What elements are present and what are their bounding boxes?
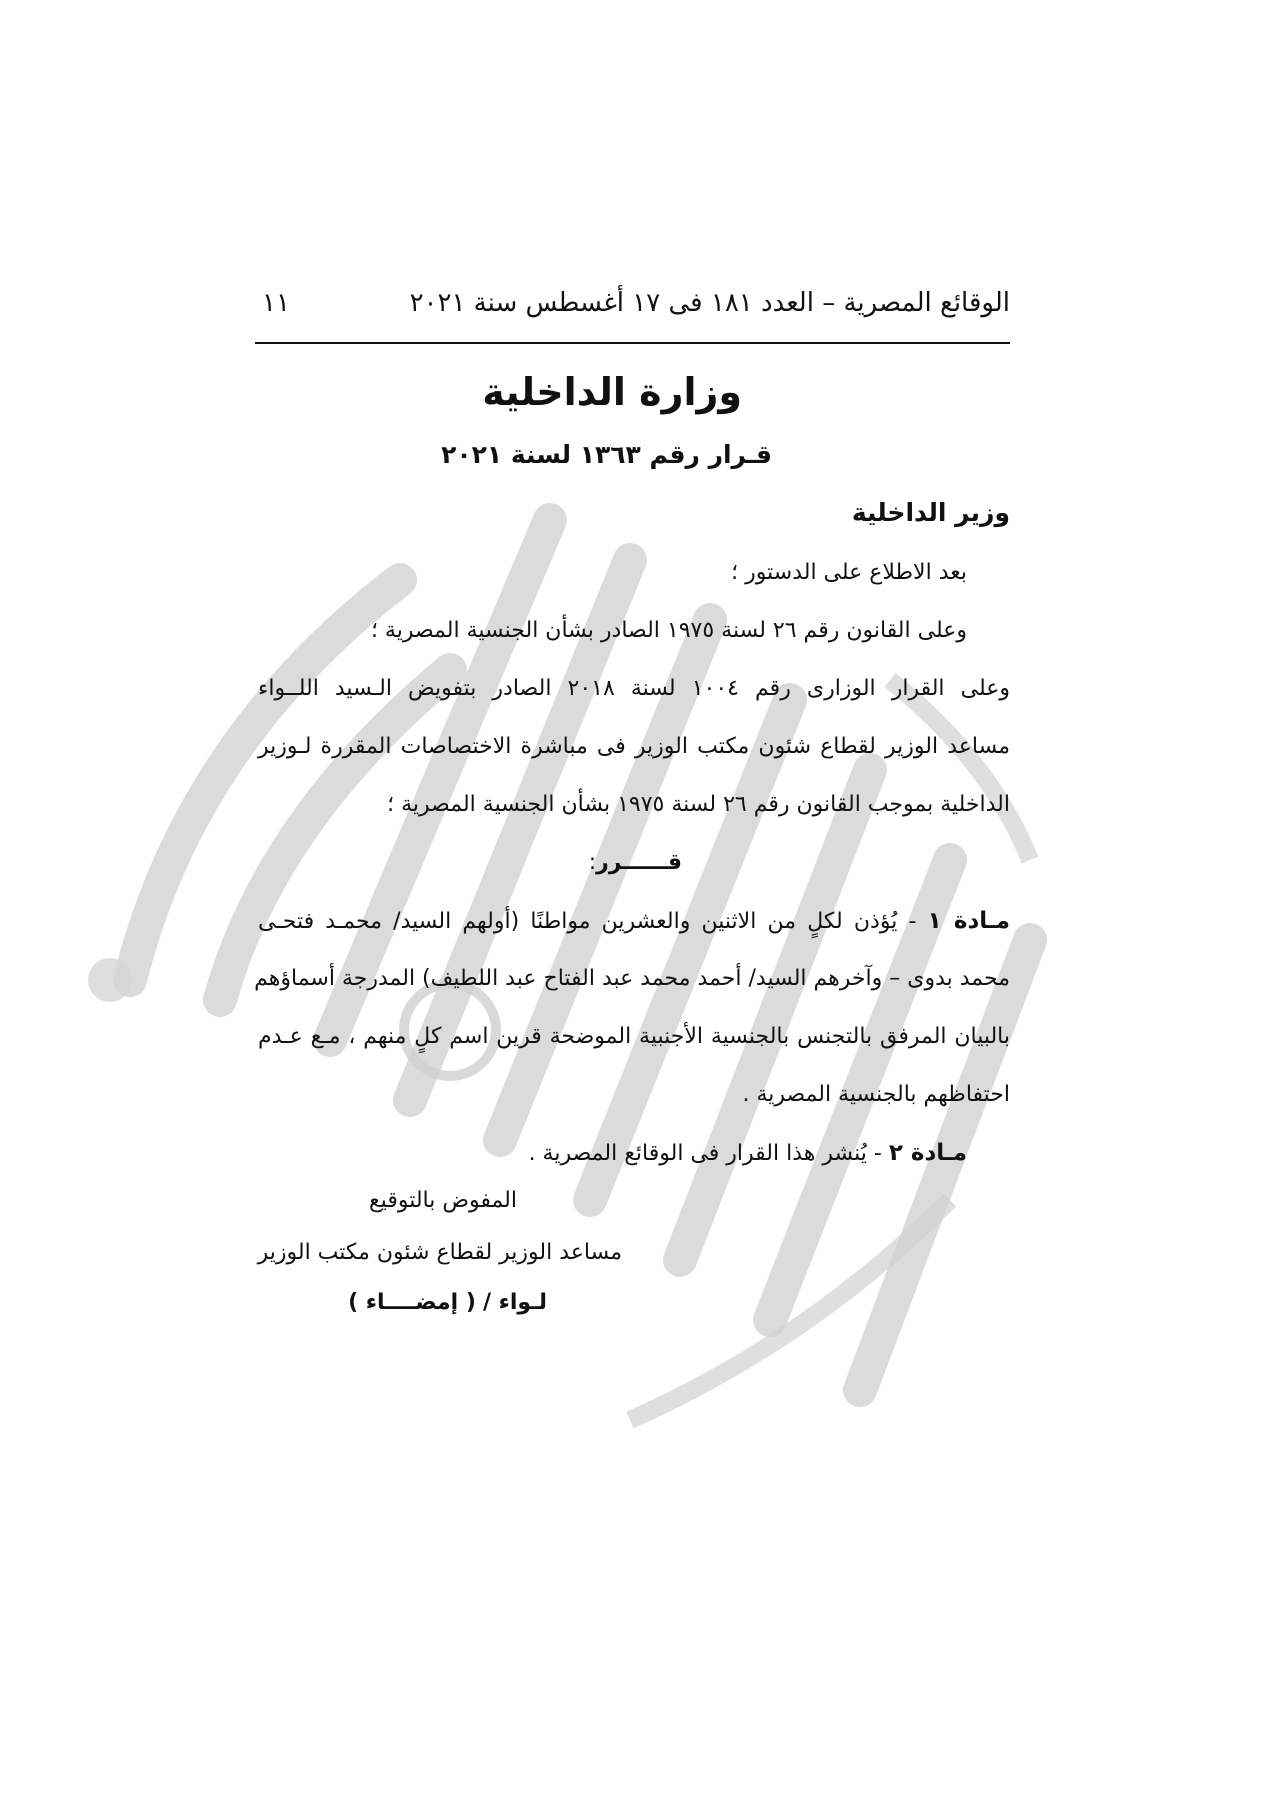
article-1-line-3: بالبيان المرفق بالتجنس بالجنسية الأجنبية الموضحة قرين اسم كلٍ منهم ، مـع عـدم xyxy=(258,1024,1010,1049)
article-1-line-1 xyxy=(258,908,1010,934)
ministry-title: وزارة الداخلية xyxy=(482,370,742,414)
preamble-line-2: وعلى القانون رقم ٢٦ لسنة ١٩٧٥ الصادر بشأن الجنسية المصرية ؛ xyxy=(370,618,967,643)
preamble-line-5: الداخلية بموجب القانون رقم ٢٦ لسنة ١٩٧٥ بشأن الجنسية المصرية ؛ xyxy=(387,792,1010,817)
decides-heading xyxy=(589,850,682,875)
signature-line-2: مساعد الوزير لقطاع شئون مكتب الوزير xyxy=(257,1240,622,1265)
page-number: ١١ xyxy=(262,288,290,318)
signature-line-1: المفوض بالتوقيع xyxy=(368,1188,517,1213)
article-1-line-4: احتفاظهم بالجنسية المصرية . xyxy=(742,1082,1010,1107)
article-1-text-1: - يُؤذن لكلٍ من الاثنين والعشرين مواطنًا (أولهم السيد/ محمـد فتحـى xyxy=(258,909,917,934)
article-2-text: - يُنشر هذا القرار فى الوقائع المصرية . xyxy=(528,1141,882,1166)
article-1-line-2: محمد بدوى – وآخرهم السيد/ أحمد محمد عبد الفتاح عبد اللطيف) المدرجة أسماؤهم xyxy=(254,966,1010,991)
header-divider xyxy=(255,342,1010,344)
header-text: الوقائع المصرية – العدد ١٨١ فى ١٧ أغسطس سنة ٢٠٢١ xyxy=(409,288,1010,318)
signature-signed: ( إمضــــاء ) xyxy=(348,1290,476,1315)
article-2 xyxy=(529,1140,967,1166)
signature-line-3 xyxy=(348,1290,547,1315)
decides-word: قــــــرر xyxy=(596,850,682,875)
decree-title: قـرار رقم ١٣٦٣ لسنة ٢٠٢١ xyxy=(441,440,772,469)
preamble-line-1: بعد الاطلاع على الدستور ؛ xyxy=(731,560,967,585)
preamble-line-3: وعلى القرار الوزارى رقم ١٠٠٤ لسنة ٢٠١٨ الصادر بتفويض الـسيد اللــواء xyxy=(258,676,1010,701)
preamble-line-4: مساعد الوزير لقطاع شئون مكتب الوزير فى مباشرة الاختصاصات المقررة لـوزير xyxy=(258,734,1010,759)
signature-rank: لـواء / xyxy=(482,1290,547,1315)
decides-colon: : xyxy=(588,850,597,875)
minister-heading: وزير الداخلية xyxy=(851,498,1010,527)
article-2-label: مـادة ٢ xyxy=(888,1140,967,1166)
article-1-label: مـادة ١ xyxy=(927,908,1010,934)
